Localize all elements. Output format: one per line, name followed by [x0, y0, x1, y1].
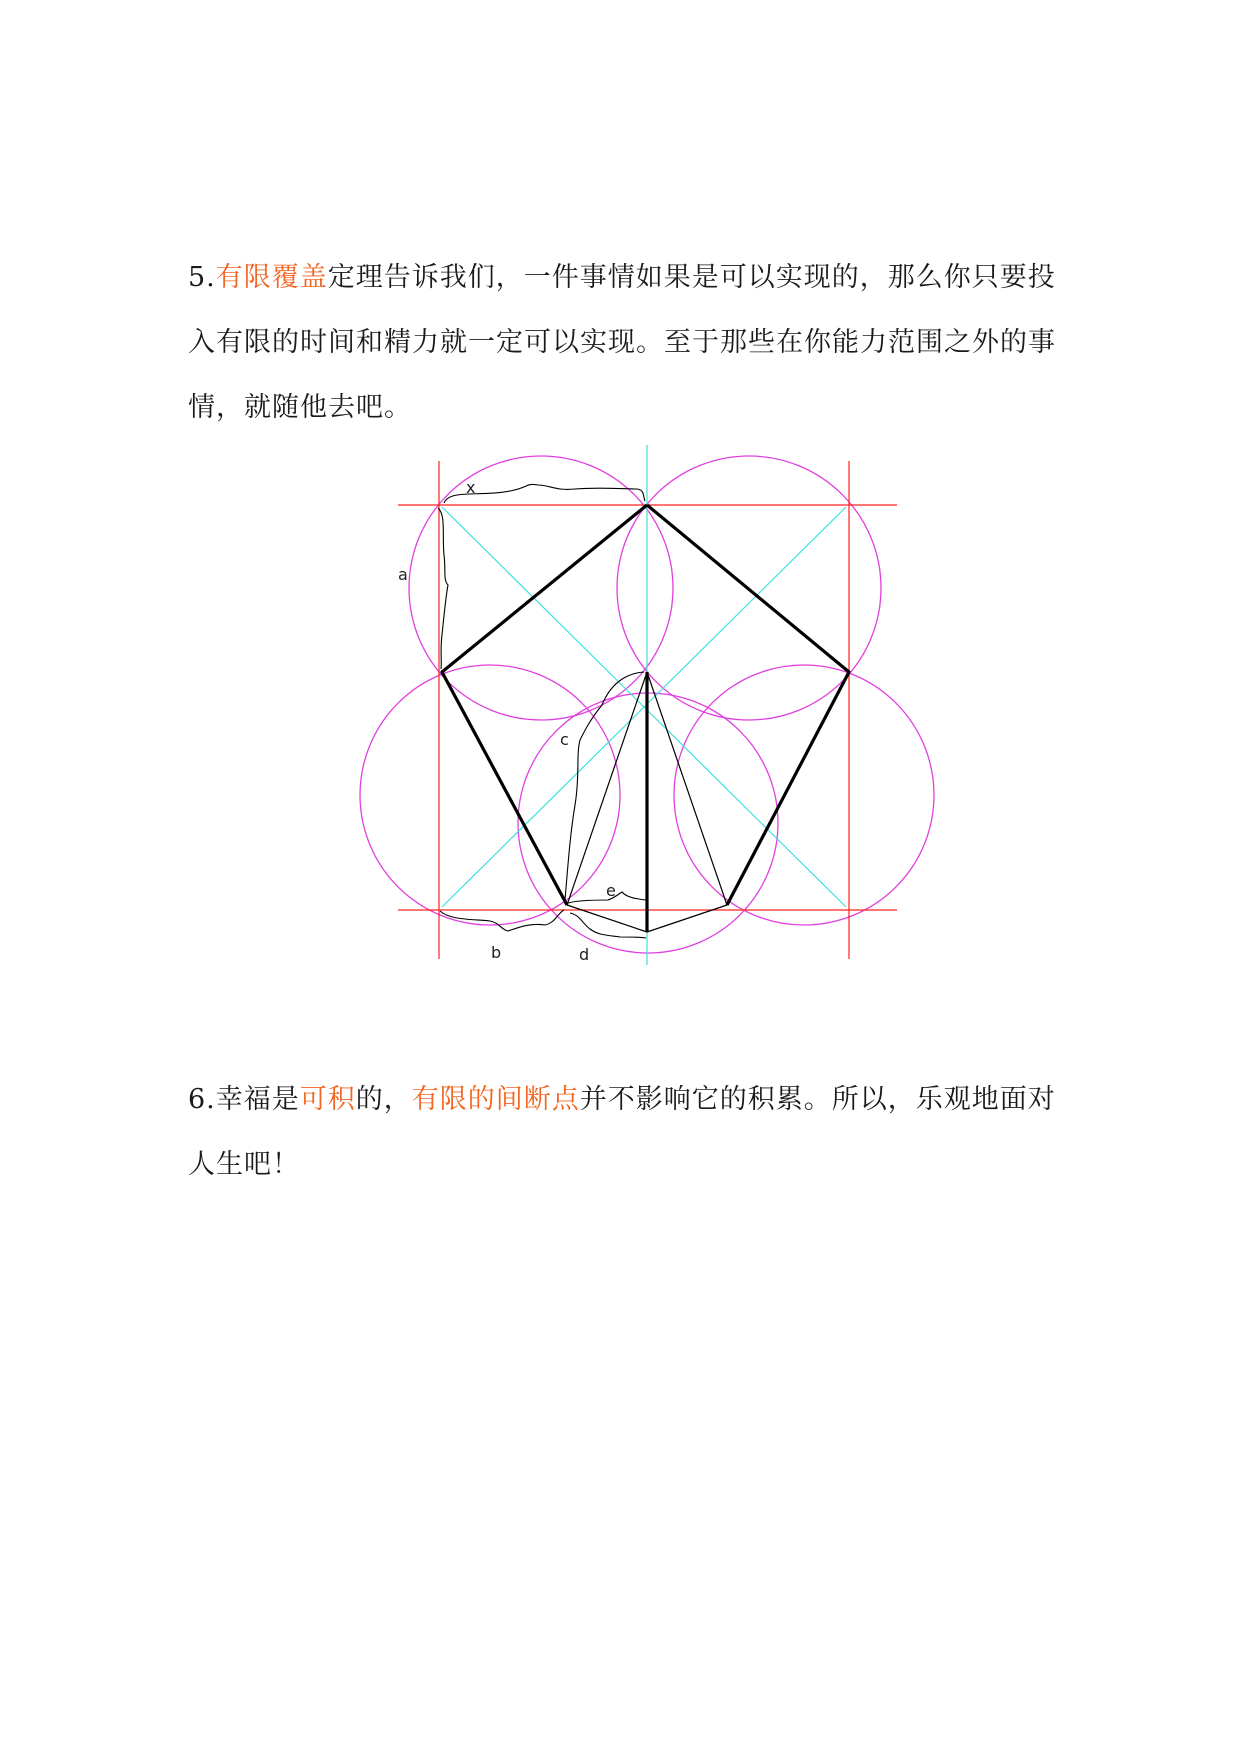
label-x: x — [466, 478, 476, 497]
paragraph-text: 并不影响它的积累。所以，乐观地面对人生吧！ — [188, 1084, 1056, 1180]
highlight-term: 有限覆盖 — [215, 262, 328, 293]
geometry-figure — [350, 445, 940, 970]
circle-top-left — [409, 456, 673, 720]
circle-mid-left — [360, 665, 620, 925]
guide-lines — [442, 445, 846, 965]
paragraph-6 — [188, 1067, 1068, 1197]
braces — [438, 484, 646, 938]
thin-line — [567, 672, 647, 905]
highlight-term: 可积 — [299, 1084, 356, 1115]
thin-line — [647, 672, 727, 905]
label-b: b — [491, 943, 502, 962]
item-number: 6. — [188, 1084, 216, 1115]
label-a: a — [398, 565, 408, 584]
paragraph-text: 幸福是 — [215, 1084, 300, 1115]
label-d: d — [579, 945, 590, 964]
figure-labels — [398, 478, 616, 964]
item-number: 5. — [188, 262, 216, 293]
paragraph-5 — [188, 245, 1068, 440]
label-c: c — [560, 730, 569, 749]
paragraph-text: 定理告诉我们，一件事情如果是可以实现的，那么你只要投入有限的时间和精力就一定可以实现。至于那些在你能力范围之外的事情，就随他去吧。 — [188, 262, 1056, 423]
thin-line — [647, 905, 727, 932]
pentagon-outline — [442, 505, 647, 905]
label-e: e — [606, 881, 616, 900]
brace-c — [565, 672, 644, 900]
highlight-term: 有限的间断点 — [411, 1084, 580, 1115]
paragraph-text: 的， — [355, 1084, 412, 1115]
pentagon — [442, 505, 849, 932]
pentagon-outline — [647, 505, 849, 905]
circle-mid-right — [674, 665, 934, 925]
